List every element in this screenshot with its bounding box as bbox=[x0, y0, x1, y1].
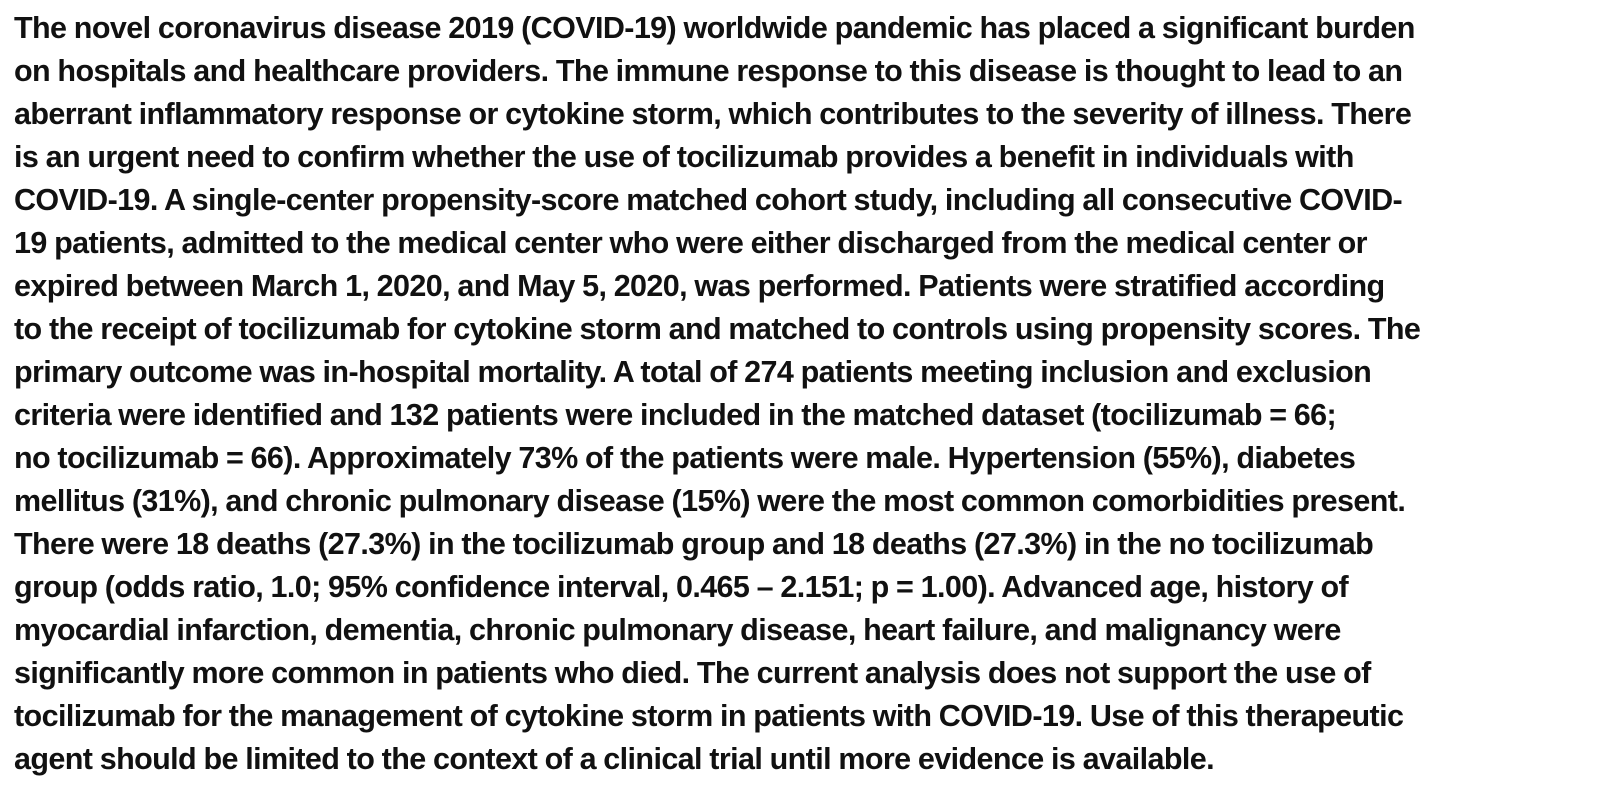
abstract-line-17: tocilizumab for the management of cytokine storm in patients with COVID-19. Use of this therapeutic bbox=[14, 699, 1404, 733]
abstract-line-14: group (odds ratio, 1.0; 95% confidence interval, 0.465 – 2.151; p = 1.00). Advanced age, history of bbox=[14, 570, 1349, 604]
abstract-line-7: expired between March 1, 2020, and May 5, 2020, was performed. Patients were stratified according bbox=[14, 269, 1385, 303]
abstract-line-3: aberrant inflammatory response or cytokine storm, which contributes to the severity of illness. There bbox=[14, 97, 1412, 131]
abstract-line-9: primary outcome was in-hospital mortality. A total of 274 patients meeting inclusion and exclusion bbox=[14, 355, 1372, 389]
abstract-line-15: myocardial infarction, dementia, chronic pulmonary disease, heart failure, and malignancy were bbox=[14, 613, 1341, 647]
abstract-paragraph bbox=[14, 7, 1608, 781]
abstract-line-18: agent should be limited to the context of a clinical trial until more evidence is available. bbox=[14, 742, 1214, 776]
abstract-line-1: The novel coronavirus disease 2019 (COVID-19) worldwide pandemic has placed a significant burden bbox=[14, 11, 1415, 45]
abstract-line-2: on hospitals and healthcare providers. The immune response to this disease is thought to lead to an bbox=[14, 54, 1403, 88]
abstract-line-8: to the receipt of tocilizumab for cytokine storm and matched to controls using propensity scores. The bbox=[14, 312, 1421, 346]
abstract-line-12: mellitus (31%), and chronic pulmonary disease (15%) were the most common comorbidities present. bbox=[14, 484, 1406, 518]
abstract-line-6: 19 patients, admitted to the medical center who were either discharged from the medical center or bbox=[14, 226, 1367, 260]
abstract-line-10: criteria were identified and 132 patients were included in the matched dataset (tocilizumab = 66; bbox=[14, 398, 1337, 432]
abstract-line-5: COVID-19. A single-center propensity-score matched cohort study, including all consecutive COVID- bbox=[14, 183, 1403, 217]
abstract-line-4: is an urgent need to confirm whether the use of tocilizumab provides a benefit in individuals with bbox=[14, 140, 1354, 174]
abstract-line-11: no tocilizumab = 66). Approximately 73% of the patients were male. Hypertension (55%), diabetes bbox=[14, 441, 1356, 475]
abstract-line-16: significantly more common in patients who died. The current analysis does not support the use of bbox=[14, 656, 1371, 690]
abstract-line-13: There were 18 deaths (27.3%) in the tocilizumab group and 18 deaths (27.3%) in the no tocilizumab bbox=[14, 527, 1374, 561]
